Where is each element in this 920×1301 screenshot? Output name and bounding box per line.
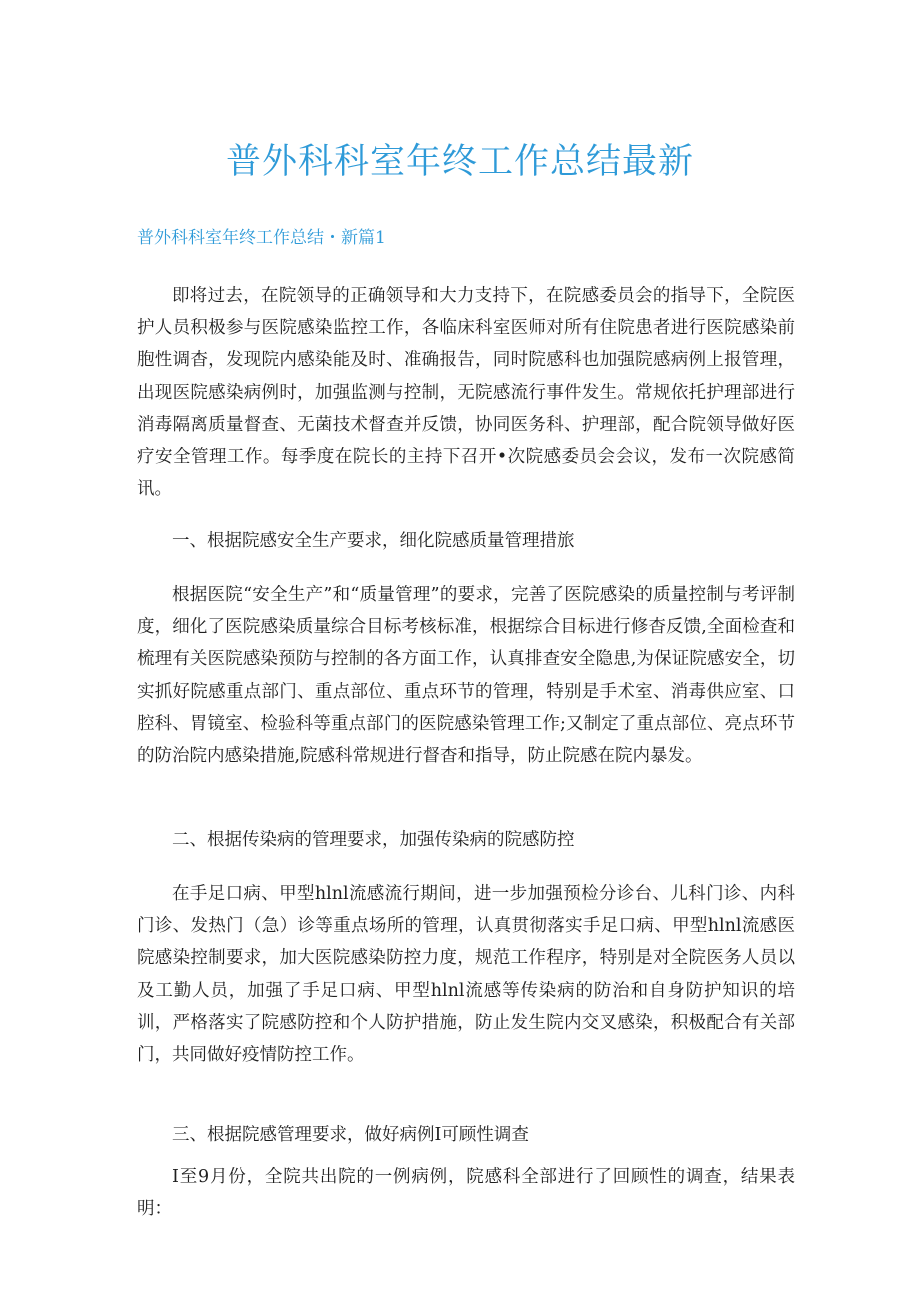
section-1-paragraph: 根据医院“安全生产”和“质量管理”的要求，完善了医院感染的质量控制与考评制度，细化了医院感染质量综合目标考核标准，根据综合目标进行修杳反馈,全面检查和梳理有关医院感染预防与控制的各方面工作，认真排查安全隐患,为保证院感安全，切实抓好院感重点部门、重点部位、重点环节的管理，特别是手术室、消毒供应室、口腔科、胃镜室、检验科等重点部门的医院感染管理工作;又制定了重点部位、亮点环节的防治院内感染措施,院感科常规进行督杳和指导，防止院感在院内暴发。 [137,585,795,767]
document-title: 普外科科室年终工作总结最新 [225,142,694,182]
document-subtitle: 普外科科室年终工作总结・新篇1 [137,228,386,248]
section-3-paragraph: I至9月份，全院共出院的一例病例，院感科全部进行了回顾性的调查，结果表明： [137,1167,795,1220]
section-2-paragraph: 在手足口病、甲型hlnl流感流行期间，进一步加强预检分诊台、儿科门诊、内科门诊、发热门（急）诊等重点场所的管理，认真贯彻落实手足口病、甲型hlnl流感医院感染控制要求，加大医院感染防控力度，规范工作程序，特别是对全院医务人员以及工勤人员，加强了手足口病、甲型hlnl流感等传染病的防治和自身防护知识的培训，严格落实了院感防控和个人防护措施，防止发生院内交叉感染，积极配合有关部门，共同做好疫情防控工作。 [137,884,795,1066]
section-3-heading: 三、根据院感管理要求，做好病例I可顾性调查 [172,1125,529,1145]
section-1-heading: 一、根据院感安全生产要求，细化院感质量管理措旅 [172,531,575,551]
intro-paragraph: 即将过去，在院领导的正确领导和大力支持下，在院感委员会的指导下，全院医护人员积极参与医院感染监控工作，各临床科室医师对所有住院患者进行医院感染前胞性调杳，发现院内感染能及时、准确报告，同时院感科也加强院感病例上报管理，出现医院感染病例时，加强监测与控制，无院感流行事件发生。常规依托护理部进行消毒隔离质量督查、无菌技术督查并反馈，协同医务科、护理部，配合院领导做好医疗安全管理工作。每季度在院长的主持下召开•次院感委员会会议，发布一次院感简讯。 [137,286,795,500]
section-2-heading: 二、根据传染病的管理要求，加强传染病的院感防控 [172,830,575,850]
